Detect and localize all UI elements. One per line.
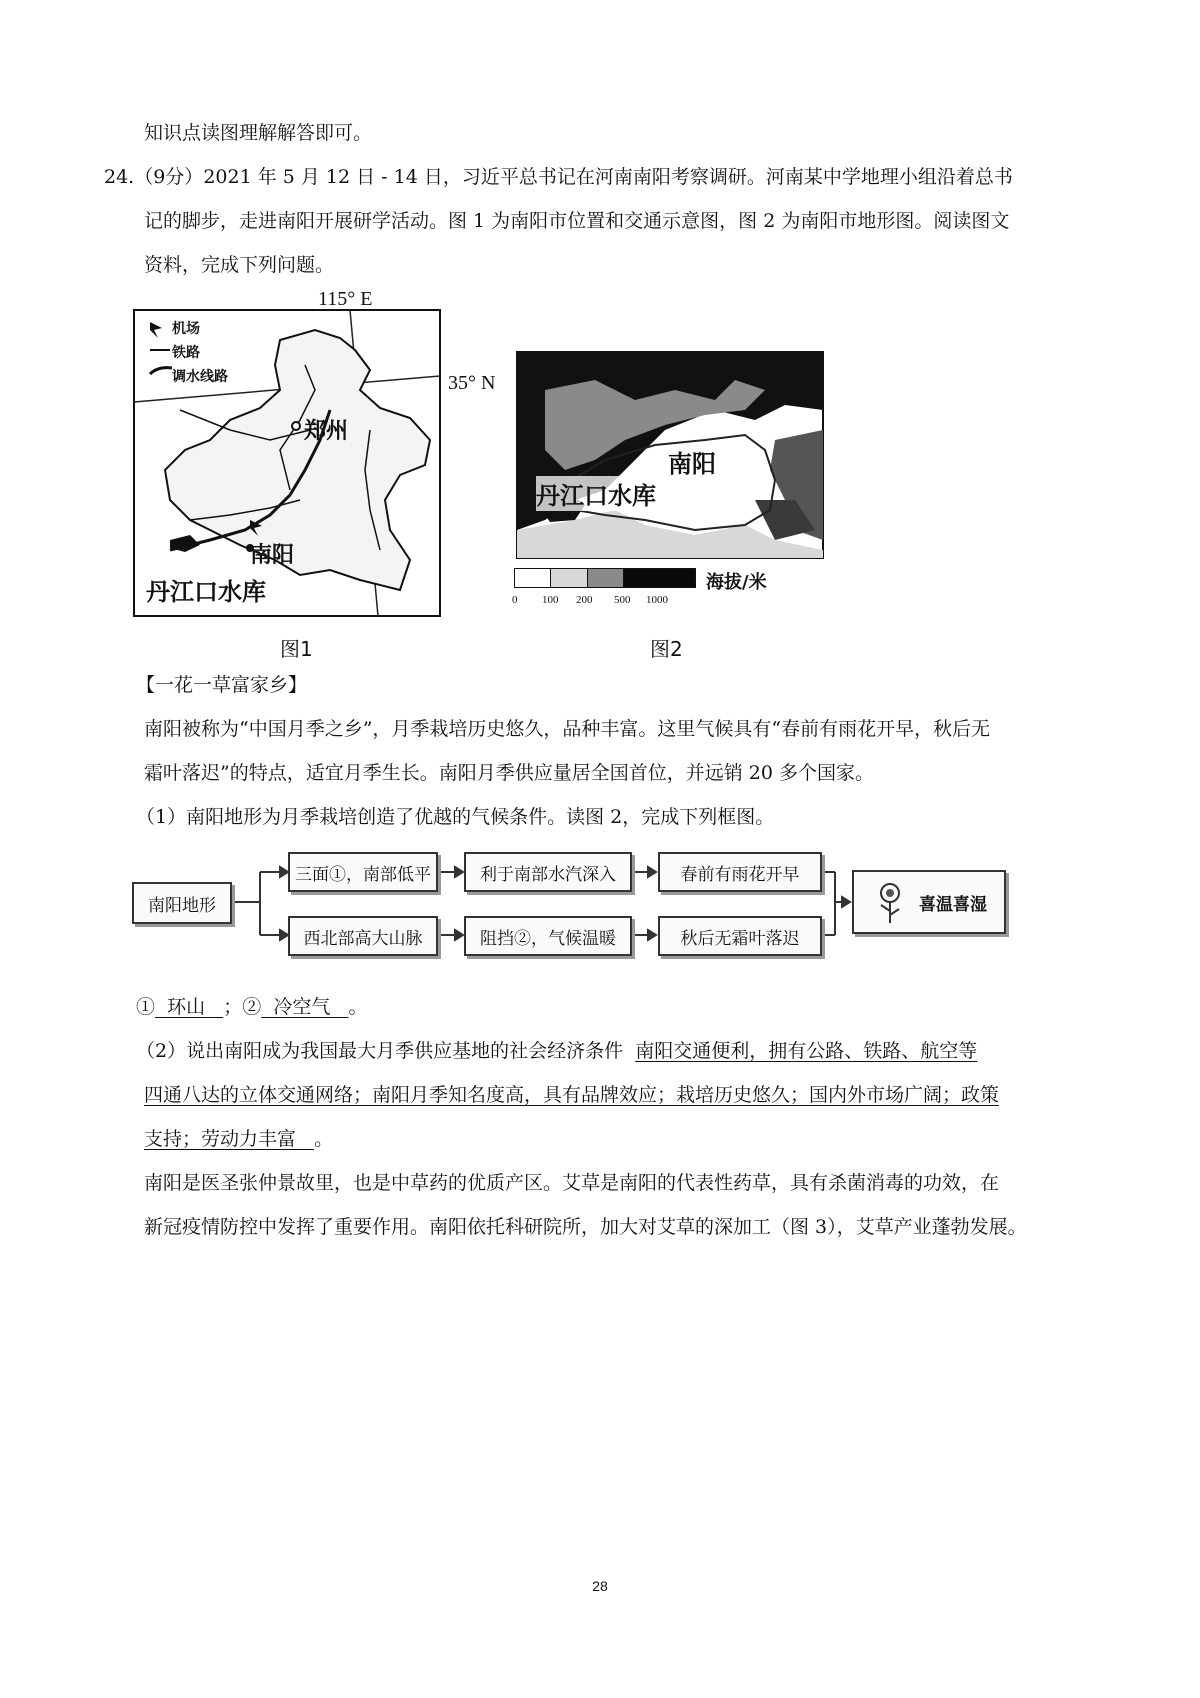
fig2-elevation-scale bbox=[514, 568, 696, 588]
fig1-latitude-label: 35° N bbox=[448, 372, 496, 394]
flow-bottom-2: 阻挡②，气候温暖 bbox=[464, 916, 632, 956]
question2-answer-line1: 南阳交通便利，拥有公路、铁路、航空等 bbox=[635, 1040, 978, 1062]
figure1-caption: 图1 bbox=[280, 637, 313, 661]
fig1-city-zhengzhou: 郑州 bbox=[304, 419, 349, 444]
question-score: （9分） bbox=[134, 166, 204, 188]
para2-line2: 新冠疫情防控中发挥了重要作用。南阳依托科研院所，加大对艾草的深加工（图 3），艾草产业蓬勃发展。 bbox=[144, 1216, 1027, 1238]
question-text-line3: 资料，完成下列问题。 bbox=[144, 254, 335, 276]
flow-top-1: 三面①，南部低平 bbox=[288, 852, 438, 892]
question-text-line1: 2021 年 5 月 12 日 - 14 日，习近平总书记在河南南阳考察调研。河南某中学地理小组沿着总书 bbox=[203, 166, 1013, 188]
flow-bottom-1: 西北部高大山脉 bbox=[288, 916, 438, 956]
flow-result-label: 喜温喜湿 bbox=[919, 894, 987, 915]
answer1-blank1 bbox=[155, 996, 223, 1018]
question2-line3 bbox=[144, 1124, 333, 1151]
rose-icon bbox=[871, 879, 909, 925]
fig1-longitude-label: 115° E bbox=[318, 288, 373, 310]
answer1-separator: ；② bbox=[223, 996, 262, 1018]
question2-answer-line3: 支持；劳动力丰富 bbox=[144, 1128, 297, 1150]
question2-end: 。 bbox=[314, 1128, 334, 1150]
para1-line2: 霜叶落迟”的特点，适宜月季生长。南阳月季供应量居全国首位，并远销 20 多个国家。 bbox=[144, 762, 874, 784]
fig1-reservoir: 丹江口水库 bbox=[146, 578, 266, 606]
flow-top-3: 春前有雨花开早 bbox=[658, 852, 822, 892]
scale-swatch-3 bbox=[624, 569, 695, 587]
question1: （1）南阳地形为月季栽培创造了优越的气候条件。读图 2，完成下列框图。 bbox=[136, 806, 775, 828]
scale-swatch-0 bbox=[515, 569, 551, 587]
question2-prefix: （2）说出南阳成为我国最大月季供应基地的社会经济条件 bbox=[136, 1040, 624, 1062]
intro-line: 知识点读图理解解答即可。 bbox=[144, 122, 373, 144]
flow-root: 南阳地形 bbox=[132, 882, 232, 924]
answer1-value1: 环山 bbox=[167, 996, 206, 1018]
flow-top-2: 利于南部水汽深入 bbox=[464, 852, 632, 892]
scale-swatch-2 bbox=[588, 569, 624, 587]
question-number-label: 24. bbox=[104, 166, 135, 188]
fig2-scale-tick-3: 500 bbox=[614, 594, 631, 606]
fig1-legend-airport: 机场 bbox=[172, 321, 200, 337]
answer1-value2: 冷空气 bbox=[273, 996, 331, 1018]
question-number bbox=[104, 162, 1013, 189]
fig2-scale-title: 海拔/米 bbox=[706, 572, 767, 593]
section-title: 【一花一草富家乡】 bbox=[136, 674, 308, 696]
figure2-caption: 图2 bbox=[650, 637, 683, 661]
fig2-reservoir: 丹江口水库 bbox=[536, 476, 656, 511]
answer1-marker1: ① bbox=[136, 996, 156, 1018]
para1-line1: 南阳被称为“中国月季之乡”，月季栽培历史悠久，品种丰富。这里气候具有“春前有雨花开早，秋后无 bbox=[144, 718, 991, 740]
fig2-scale-tick-0: 0 bbox=[512, 594, 518, 606]
question2-answer-line2: 四通八达的立体交通网络；南阳月季知名度高，具有品牌效应；栽培历史悠久；国内外市场广阔；政策 bbox=[144, 1084, 1000, 1106]
answer1 bbox=[136, 992, 368, 1019]
fig2-scale-tick-4: 1000 bbox=[646, 594, 668, 606]
fig2-scale-tick-1: 100 bbox=[542, 594, 559, 606]
fig1-city-nanyang: 南阳 bbox=[250, 543, 295, 568]
fig2-city-nanyang: 南阳 bbox=[668, 450, 716, 478]
answer1-end: 。 bbox=[348, 996, 368, 1018]
flow-bottom-3: 秋后无霜叶落迟 bbox=[658, 916, 822, 956]
fig1-legend-water-route: 调水线路 bbox=[172, 369, 228, 385]
page-number: 28 bbox=[592, 1578, 608, 1594]
question-text-line2: 记的脚步，走进南阳开展研学活动。图 1 为南阳市位置和交通示意图，图 2 为南阳市地形图。阅读图文 bbox=[144, 210, 1010, 232]
flow-result bbox=[852, 870, 1006, 934]
para2-line1: 南阳是医圣张仲景故里，也是中草药的优质产区。艾草是南阳的代表性药草，具有杀菌消毒的功效，在 bbox=[144, 1172, 1000, 1194]
question2-line1 bbox=[136, 1036, 977, 1063]
answer1-blank2 bbox=[261, 996, 348, 1018]
scale-swatch-1 bbox=[551, 569, 587, 587]
fig1-legend-railway: 铁路 bbox=[172, 345, 200, 361]
fig2-scale-tick-2: 200 bbox=[576, 594, 593, 606]
